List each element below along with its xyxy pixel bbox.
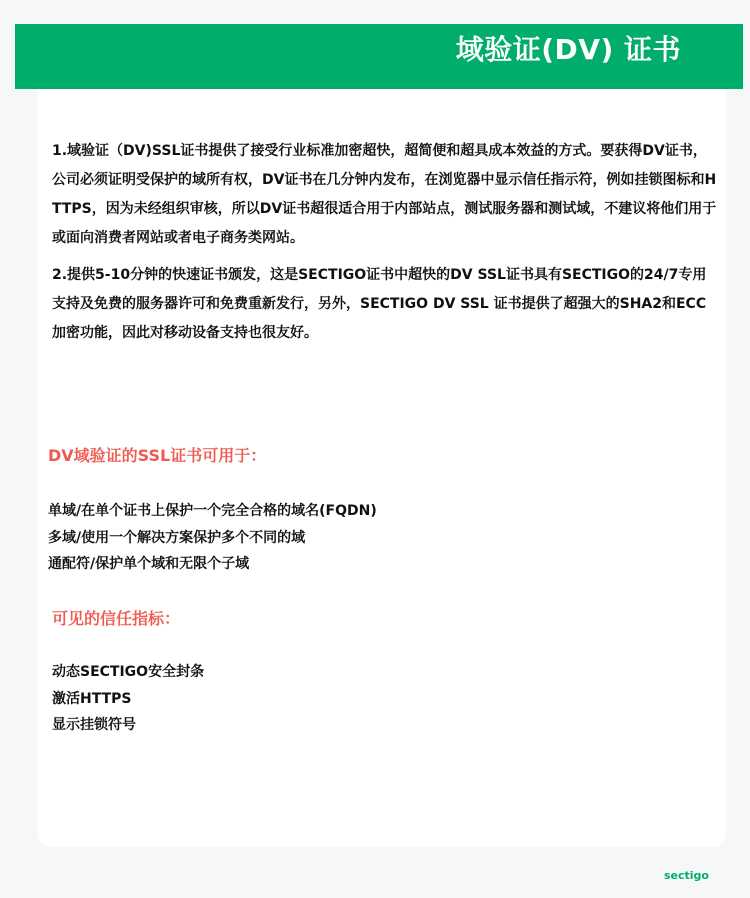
indicator-item-padlock: 显示挂锁符号 [52, 717, 136, 733]
usage-heading: DV域验证的SSL证书可用于： [48, 446, 267, 465]
intro-paragraph-2: 2.提供5-10分钟的快速证书颁发，这是SECTIGO证书中超快的DV SSL证书具有SECTIGO的24/7专用支持及免费的服务器许可和免费重新发行，另外，SECTIGO DV SSL 证书提供了超强大的SHA2和ECC加密功能，因此对移动设备支持也很友好。 [52, 267, 707, 341]
intro-paragraph-1: 1.域验证（DV)SSL证书提供了接受行业标准加密超快，超简便和超具成本效益的方式。要获得DV证书，公司必须证明受保护的域所有权，DV证书在几分钟内发布，在浏览器中显示信任指示符，例如挂锁图标和HTTPS，因为未经组织审核，所以DV证书超很适合用于内部站点，测试服务器和测试域，不建议将他们用于或面向消费者网站或者电子商务类网站。 [52, 143, 717, 246]
usage-item-wildcard: 通配符/保护单个域和无限个子域 [48, 556, 250, 572]
footer-brand-logo: sectigo [664, 869, 709, 882]
indicator-item-https: 激活HTTPS [52, 690, 132, 707]
usage-item-multi-domain: 多域/使用一个解决方案保护多个不同的域 [48, 529, 306, 546]
content-card [38, 89, 726, 847]
header-banner [15, 24, 743, 89]
usage-list [48, 498, 377, 578]
indicators-heading: 可见的信任指标： [52, 609, 181, 628]
indicator-item-seal: 动态SECTIGO安全封条 [52, 664, 205, 680]
indicators-list [52, 659, 204, 739]
page-title: 域验证(DV) 证书 [455, 33, 681, 67]
usage-item-single-domain: 单域/在单个证书上保护一个完全合格的域名(FQDN) [48, 503, 377, 519]
